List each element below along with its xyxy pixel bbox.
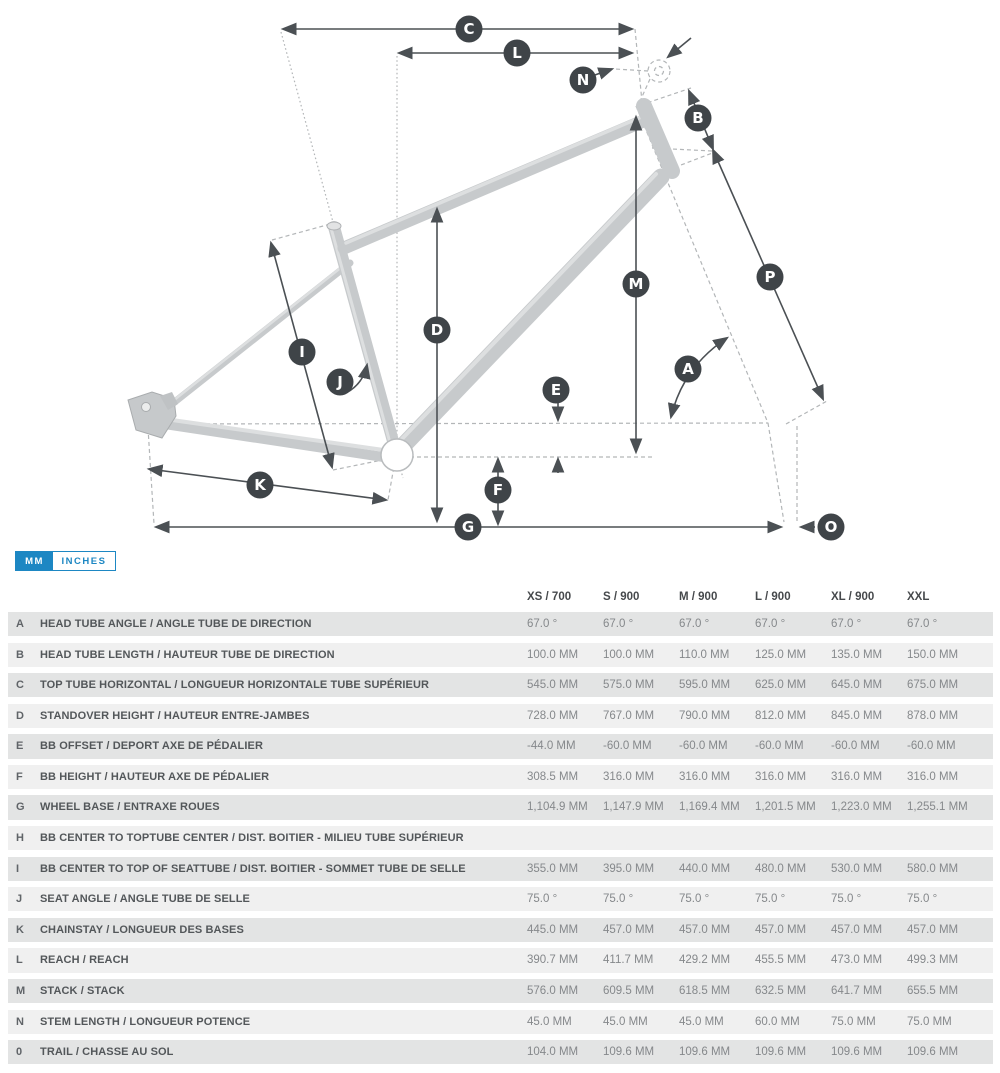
geometry-value: 45.0 MM — [603, 1015, 648, 1028]
svg-text:L: L — [512, 44, 522, 62]
row-label: HEAD TUBE LENGTH / HAUTEUR TUBE DE DIRECTION — [40, 648, 335, 661]
geometry-value: 45.0 MM — [527, 1015, 572, 1028]
dimension-lines — [149, 29, 823, 527]
table-row — [8, 734, 993, 758]
row-letter: J — [16, 893, 23, 906]
geometry-value: 60.0 MM — [755, 1015, 800, 1028]
units-toggle — [15, 551, 116, 571]
dim-label-D — [424, 317, 451, 344]
geometry-value: 67.0 ° — [907, 618, 938, 630]
geometry-value: 618.5 MM — [679, 984, 731, 997]
row-letter: B — [16, 648, 24, 661]
table-row — [8, 918, 993, 942]
size-column-header: XL / 900 — [831, 591, 875, 603]
geometry-value: 100.0 MM — [603, 648, 655, 661]
svg-text:O: O — [824, 518, 838, 536]
row-letter: G — [16, 801, 25, 814]
svg-text:F: F — [492, 481, 504, 499]
geometry-value: 67.0 ° — [755, 618, 786, 630]
geometry-value: -60.0 MM — [755, 740, 804, 753]
size-column-header: L / 900 — [755, 591, 791, 603]
geometry-value: 109.6 MM — [907, 1046, 959, 1059]
geometry-value: 75.0 ° — [527, 893, 558, 906]
row-letter: A — [16, 618, 24, 630]
table-row — [8, 826, 993, 850]
geometry-value: 104.0 MM — [527, 1046, 579, 1059]
geometry-value: 1,169.4 MM — [679, 801, 740, 814]
row-label: HEAD TUBE ANGLE / ANGLE TUBE DE DIRECTION — [40, 618, 312, 630]
dim-label-G — [455, 514, 482, 541]
construction-lines — [148, 29, 827, 524]
geometry-value: 457.0 MM — [831, 923, 883, 936]
row-label: TRAIL / CHASSE AU SOL — [40, 1046, 174, 1059]
geometry-value: 75.0 MM — [907, 1015, 952, 1028]
geometry-value: 67.0 ° — [831, 618, 862, 630]
size-column-header: M / 900 — [679, 591, 718, 603]
row-letter: H — [16, 832, 24, 845]
geometry-value: 67.0 ° — [603, 618, 634, 630]
dim-label-J — [327, 369, 354, 396]
geometry-value: 609.5 MM — [603, 984, 655, 997]
size-column-header: XS / 700 — [527, 591, 572, 603]
table-row — [8, 673, 993, 697]
table-row — [8, 948, 993, 972]
dim-label-C — [456, 16, 483, 43]
dim-label-O — [818, 514, 845, 541]
geometry-value: 457.0 MM — [907, 923, 959, 936]
svg-text:D: D — [430, 321, 444, 339]
geometry-value: 580.0 MM — [907, 862, 959, 875]
geometry-value: 625.0 MM — [755, 679, 807, 692]
geometry-value: 1,104.9 MM — [527, 801, 588, 814]
row-letter: 0 — [16, 1046, 23, 1059]
row-letter: N — [16, 1015, 24, 1028]
row-letter: I — [16, 862, 20, 875]
geometry-value: 1,201.5 MM — [755, 801, 816, 814]
table-row — [8, 795, 993, 819]
units-toggle-mm[interactable]: MM — [16, 552, 53, 570]
geometry-value: 480.0 MM — [755, 862, 807, 875]
svg-text:E: E — [550, 381, 562, 399]
table-row — [8, 857, 993, 881]
table-row — [8, 704, 993, 728]
geometry-value: 75.0 ° — [679, 893, 710, 906]
geometry-value: 632.5 MM — [755, 984, 807, 997]
size-column-header: XXL — [907, 591, 930, 603]
geometry-value: 316.0 MM — [831, 770, 883, 783]
table-row — [8, 887, 993, 911]
row-label: STEM LENGTH / LONGUEUR POTENCE — [40, 1015, 251, 1028]
geometry-value: 845.0 MM — [831, 709, 883, 722]
geometry-table — [8, 584, 993, 1071]
dim-label-A — [675, 356, 702, 383]
geometry-value: 75.0 ° — [755, 893, 786, 906]
row-letter: K — [16, 923, 24, 936]
geometry-value: 790.0 MM — [679, 709, 731, 722]
row-label: BB CENTER TO TOPTUBE CENTER / DIST. BOITIER - MILIEU TUBE SUPÉRIEUR — [40, 832, 464, 845]
svg-text:C: C — [463, 20, 475, 38]
geometry-value: 100.0 MM — [527, 648, 579, 661]
geometry-value: 316.0 MM — [603, 770, 655, 783]
row-letter: F — [16, 770, 23, 783]
geometry-value: 457.0 MM — [603, 923, 655, 936]
geometry-value: 75.0 ° — [907, 893, 938, 906]
geometry-value: 767.0 MM — [603, 709, 655, 722]
geometry-value: 530.0 MM — [831, 862, 883, 875]
svg-text:A: A — [682, 360, 694, 378]
dim-label-P — [757, 264, 784, 291]
geometry-value: 67.0 ° — [679, 618, 710, 630]
geometry-value: 575.0 MM — [603, 679, 655, 692]
geometry-value: 109.6 MM — [755, 1046, 807, 1059]
geometry-value: 655.5 MM — [907, 984, 959, 997]
row-label: BB OFFSET / DEPORT AXE DE PÉDALIER — [40, 740, 264, 753]
svg-text:P: P — [764, 268, 776, 286]
frame-drawing — [128, 106, 672, 471]
geometry-value: 316.0 MM — [907, 770, 959, 783]
geometry-value: 545.0 MM — [527, 679, 579, 692]
geometry-value: 308.5 MM — [527, 770, 579, 783]
geometry-value: 440.0 MM — [679, 862, 731, 875]
dim-label-K — [247, 472, 274, 499]
row-label: STANDOVER HEIGHT / HAUTEUR ENTRE-JAMBES — [40, 709, 310, 722]
geometry-value: 316.0 MM — [679, 770, 731, 783]
geometry-value: 1,255.1 MM — [907, 801, 968, 814]
geometry-value: 576.0 MM — [527, 984, 579, 997]
row-label: BB HEIGHT / HAUTEUR AXE DE PÉDALIER — [40, 770, 270, 783]
geometry-value: 109.6 MM — [831, 1046, 883, 1059]
geometry-value: -60.0 MM — [603, 740, 652, 753]
row-label: WHEEL BASE / ENTRAXE ROUES — [40, 801, 220, 814]
geometry-table-header — [8, 584, 993, 610]
geometry-value: 457.0 MM — [755, 923, 807, 936]
row-label: STACK / STACK — [40, 984, 125, 997]
geometry-value: 411.7 MM — [603, 954, 654, 967]
geometry-value: 125.0 MM — [755, 648, 807, 661]
geometry-value: 445.0 MM — [527, 923, 579, 936]
geometry-value: 812.0 MM — [755, 709, 807, 722]
row-letter: E — [16, 740, 24, 753]
geometry-value: 1,223.0 MM — [831, 801, 892, 814]
geometry-value: 457.0 MM — [679, 923, 731, 936]
table-row — [8, 1040, 993, 1064]
row-label: CHAINSTAY / LONGUEUR DES BASES — [40, 923, 244, 936]
geometry-value: 675.0 MM — [907, 679, 959, 692]
table-row — [8, 612, 993, 636]
geometry-value: 355.0 MM — [527, 862, 579, 875]
geometry-value: 135.0 MM — [831, 648, 883, 661]
dim-label-F — [485, 477, 512, 504]
svg-text:G: G — [461, 518, 475, 536]
geometry-value: 110.0 MM — [679, 648, 730, 661]
geometry-value: 75.0 ° — [603, 893, 634, 906]
geometry-value: 878.0 MM — [907, 709, 959, 722]
geometry-value: 455.5 MM — [755, 954, 807, 967]
row-label: TOP TUBE HORIZONTAL / LONGUEUR HORIZONTALE TUBE SUPÉRIEUR — [40, 679, 430, 692]
geometry-table-body — [8, 612, 993, 1064]
row-label: SEAT ANGLE / ANGLE TUBE DE SELLE — [40, 893, 250, 906]
svg-text:B: B — [692, 109, 704, 127]
table-row — [8, 765, 993, 789]
geometry-value: 1,147.9 MM — [603, 801, 664, 814]
dim-label-N — [570, 67, 597, 94]
row-letter: L — [16, 954, 23, 967]
row-letter: M — [16, 984, 26, 997]
row-label: REACH / REACH — [40, 954, 129, 967]
svg-text:K: K — [254, 476, 266, 494]
svg-text:M: M — [628, 275, 644, 293]
geometry-value: 67.0 ° — [527, 618, 558, 630]
geometry-value: 316.0 MM — [755, 770, 807, 783]
table-row — [8, 979, 993, 1003]
size-column-header: S / 900 — [603, 591, 640, 603]
geometry-value: -44.0 MM — [527, 740, 576, 753]
geometry-value: 473.0 MM — [831, 954, 883, 967]
geometry-value: 645.0 MM — [831, 679, 883, 692]
geometry-value: 499.3 MM — [907, 954, 959, 967]
geometry-value: 45.0 MM — [679, 1015, 724, 1028]
dim-label-M — [623, 271, 650, 298]
geometry-value: 390.7 MM — [527, 954, 579, 967]
svg-text:I: I — [299, 343, 305, 361]
row-label: BB CENTER TO TOP OF SEATTUBE / DIST. BOITIER - SOMMET TUBE DE SELLE — [40, 862, 466, 875]
geometry-value: 395.0 MM — [603, 862, 655, 875]
dim-label-E — [543, 377, 570, 404]
dim-label-L — [504, 40, 531, 67]
svg-text:N: N — [576, 71, 590, 89]
units-toggle-inches[interactable]: INCHES — [53, 552, 115, 570]
geometry-value: 429.2 MM — [679, 954, 731, 967]
geometry-value: -60.0 MM — [907, 740, 956, 753]
geometry-value: 641.7 MM — [831, 984, 883, 997]
geometry-value: 109.6 MM — [679, 1046, 731, 1059]
dim-label-I — [289, 339, 316, 366]
row-letter: D — [16, 709, 24, 722]
row-letter: C — [16, 679, 24, 692]
geometry-value: 75.0 ° — [831, 893, 862, 906]
geometry-value: 595.0 MM — [679, 679, 731, 692]
geometry-value: 728.0 MM — [527, 709, 579, 722]
geometry-value: -60.0 MM — [679, 740, 728, 753]
svg-text:J: J — [337, 373, 343, 391]
table-row — [8, 1010, 993, 1034]
geometry-value: 109.6 MM — [603, 1046, 655, 1059]
table-row — [8, 643, 993, 667]
dim-label-B — [685, 105, 712, 132]
geometry-value: 150.0 MM — [907, 648, 959, 661]
geometry-value: 75.0 MM — [831, 1015, 876, 1028]
geometry-value: -60.0 MM — [831, 740, 880, 753]
